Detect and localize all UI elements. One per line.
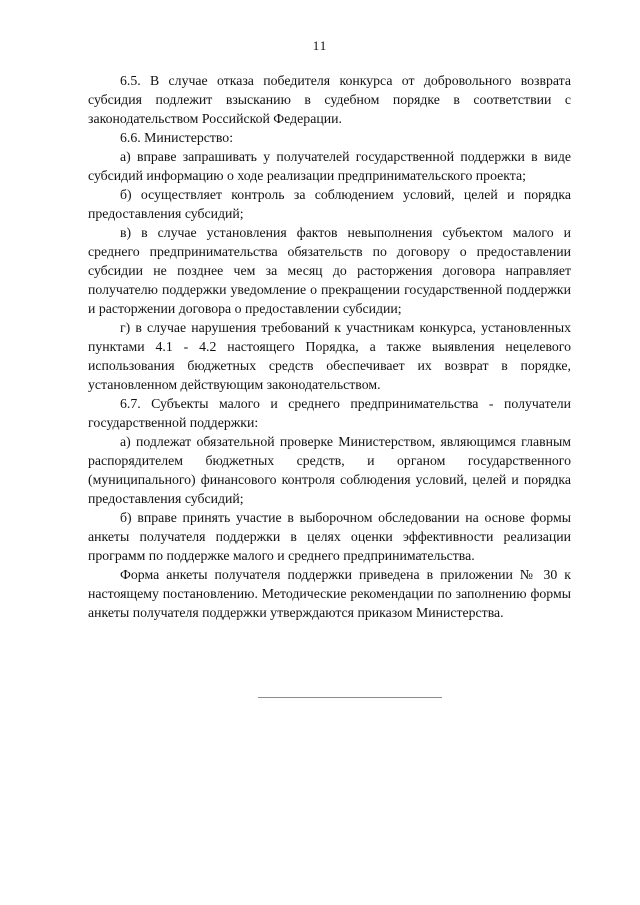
paragraph-6-6-a: а) вправе запрашивать у получателей государственной поддержки в виде субсидий информацию о ходе реализации предпринимательского проекта;: [88, 149, 571, 183]
paragraph-6-6-b: б) осуществляет контроль за соблюдением условий, целей и порядка предоставления субсидий;: [88, 187, 571, 221]
paragraph-6-6-g: г) в случае нарушения требований к участникам конкурса, установленных пунктами 4.1 - 4.2 настоящего Порядка, а также выявления нецелевого использования бюджетных средств обеспечивает их возврат в порядке, установленном действующим законодательством.: [88, 320, 571, 392]
end-divider: [258, 697, 442, 698]
paragraph-6-7-a: а) подлежат обязательной проверке Министерством, являющимся главным распорядителем бюджетных средств, и органом государственного (муниципального) финансового контроля соблюдения условий, целей и порядка предоставления субсидий;: [88, 434, 571, 506]
paragraph-6-7-heading: 6.7. Субъекты малого и среднего предпринимательства - получатели государственной поддержки:: [88, 396, 571, 430]
paragraph-6-6-heading: 6.6. Министерство:: [120, 130, 234, 145]
page-number: 11: [312, 38, 328, 53]
document-body: [88, 71, 571, 622]
paragraph-6-7-b: б) вправе принять участие в выборочном обследовании на основе формы анкеты получателя поддержки в целях оценки эффективности реализации программ по поддержке малого и среднего предпринимательства.: [88, 510, 571, 563]
paragraph-form-note: Форма анкеты получателя поддержки приведена в приложении № 30 к настоящему постановлению. Методические рекомендации по заполнению формы анкеты получателя поддержки утверждаются приказом Министерства.: [88, 567, 571, 620]
paragraph-6-6-v: в) в случае установления фактов невыполнения субъектом малого и среднего предпринимательства обязательств по договору о предоставлении субсидии не позднее чем за месяц до расторжения договора направляет получателю поддержки уведомление о прекращении государственной поддержки и расторжении договора о предоставлении субсидии;: [88, 225, 571, 316]
paragraph-6-5: 6.5. В случае отказа победителя конкурса от добровольного возврата субсидия подлежит взысканию в судебном порядке в соответствии с законодательством Российской Федерации.: [88, 73, 571, 126]
